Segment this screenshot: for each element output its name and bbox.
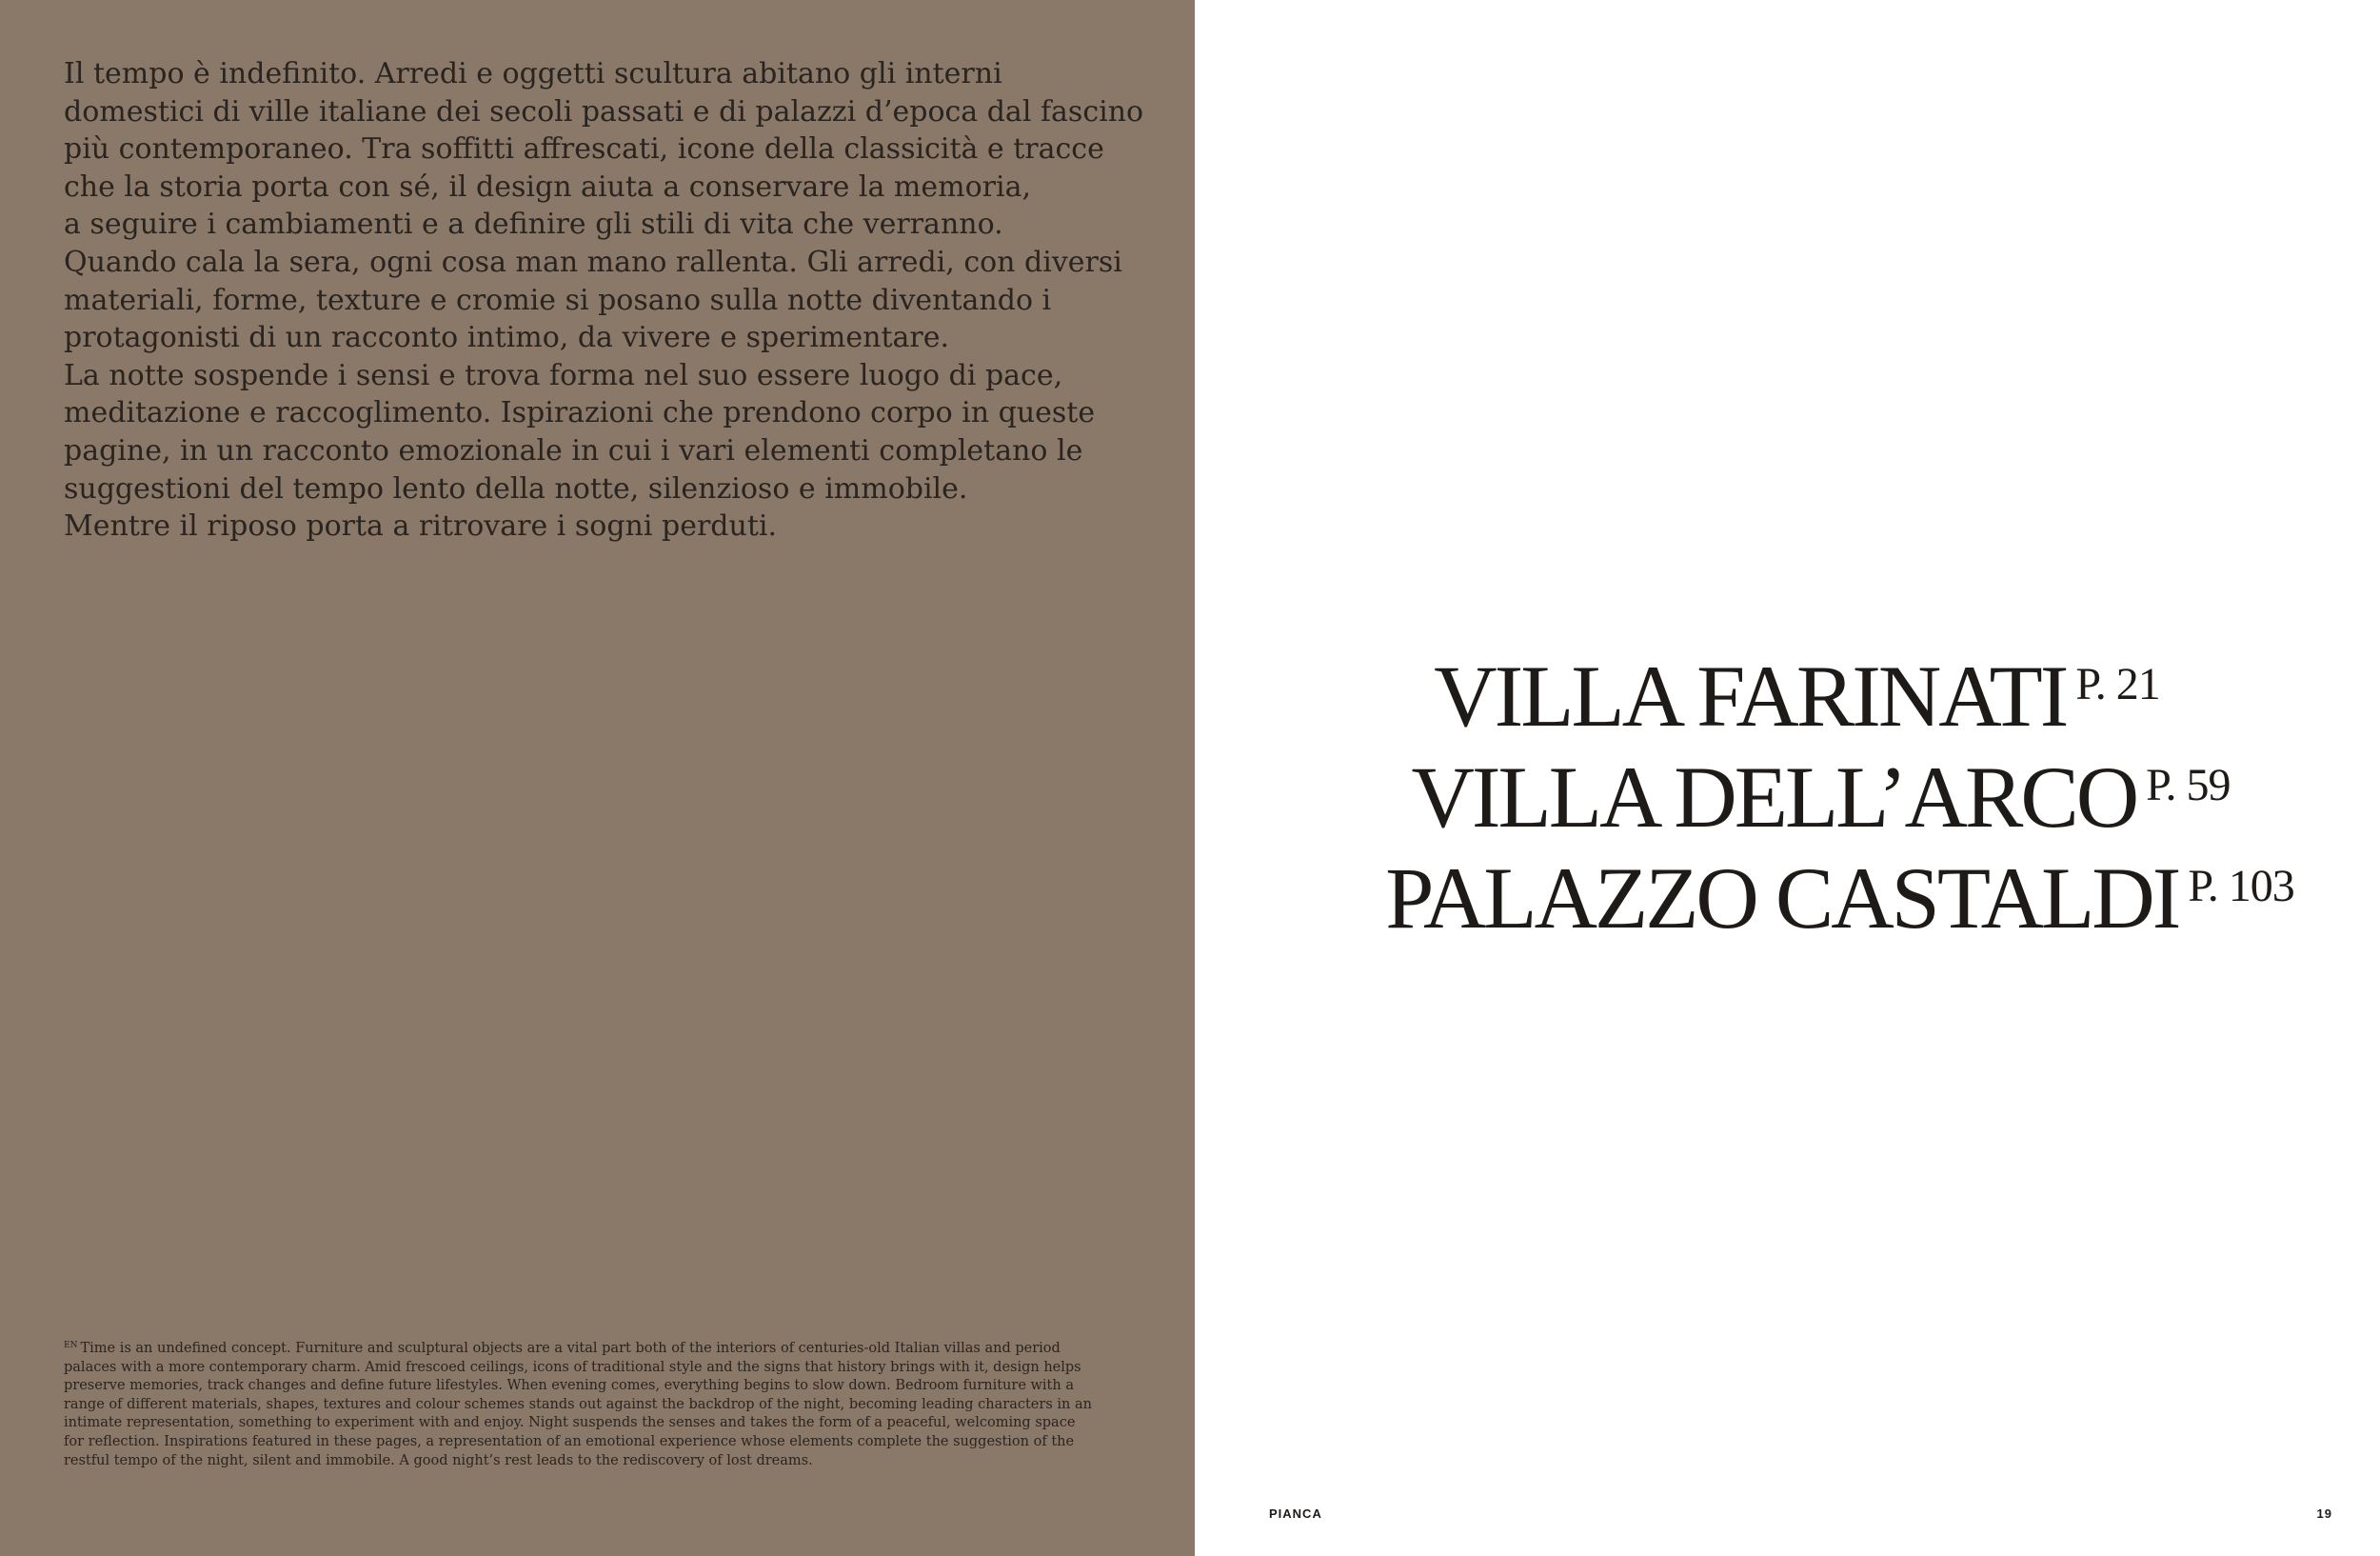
intro-line: meditazione e raccoglimento. Ispirazioni che prendono corpo in queste [64,396,1096,430]
toc-entry-villa-farinati[interactable] [1214,640,2380,745]
table-of-contents [1195,640,2380,947]
intro-line: La notte sospende i sensi e trova forma nel suo essere luogo di pace, [64,358,1063,392]
intro-line: Il tempo è indefinito. Arredi e oggetti scultura abitano gli interni [64,57,1002,90]
intro-en-line: range of different materials, shapes, textures and colour schemes stands out against the backdrop of the night, becoming leading characters in an [64,1396,1092,1412]
intro-en-line: intimate representation, something to experiment with and enjoy. Night suspends the senses and takes the form of a peaceful, welcoming space [64,1415,1076,1431]
intro-line: a seguire i cambiamenti e a definire gli stili di vita che verranno. [64,208,1003,242]
intro-line: Mentre il riposo porta a ritrovare i sogni perduti. [64,509,778,544]
intro-line: domestici di ville italiane dei secoli passati e di palazzi d’epoca dal fascino [64,94,1144,129]
intro-line: materiali, forme, texture e cromie si posano sulla notte diventando i [64,283,1052,317]
toc-entry-title: VILLA FARINATI [1434,648,2067,745]
footer-page-number: 19 [2316,1506,2332,1521]
intro-line: Quando cala la sera, ogni cosa man mano rallenta. Gli arredi, con diversi [64,245,1122,279]
intro-text-english [64,1337,1140,1470]
toc-entry-page: P. 21 [2075,659,2160,709]
intro-en-line: preserve memories, track changes and define future lifestyles. When evening comes, everything begins to slow down. Bedroom furniture with a [64,1378,1074,1394]
toc-entry-title: VILLA DELL’ARCO [1411,748,2137,846]
intro-line: protagonisti di un racconto intimo, da vivere e sperimentare. [64,321,950,355]
toc-entry-title: PALAZZO CASTALDI [1385,849,2179,947]
toc-entry-page: P. 103 [2188,861,2294,911]
intro-en-line: for reflection. Inspirations featured in these pages, a representation of an emotional experience whose elements complete the suggestion of the [64,1433,1075,1449]
intro-line: suggestioni del tempo lento della notte, silenzioso e immobile. [64,471,968,506]
intro-en-line: restful tempo of the night, silent and immobile. A good night’s rest leads to the rediscovery of lost dreams. [64,1452,813,1468]
intro-line: più contemporaneo. Tra soffitti affrescati, icone della classicità e tracce [64,132,1104,167]
toc-entry-villa-dell-arco[interactable] [1261,741,2380,846]
language-tag: EN [64,1341,78,1350]
intro-en-line [64,1337,1140,1359]
intro-line: che la storia porta con sé, il design aiuta a conservare la memoria, [64,170,1031,204]
intro-en-line: palaces with a more contemporary charm. Amid frescoed ceilings, icons of traditional style and the signs that history brings with it, design helps [64,1359,1081,1375]
intro-en-line-text: Time is an undefined concept. Furniture and sculptural objects are a vital part both of the interiors of centuries-old Italian villas and period [80,1341,1061,1356]
toc-entry-page: P. 59 [2146,760,2231,810]
intro-text-italian [64,55,1149,546]
footer-brand: PIANCA [1269,1506,1322,1521]
intro-line: pagine, in un racconto emozionale in cui i vari elementi completano le [64,433,1083,468]
toc-entry-palazzo-castaldi[interactable] [1299,842,2380,947]
